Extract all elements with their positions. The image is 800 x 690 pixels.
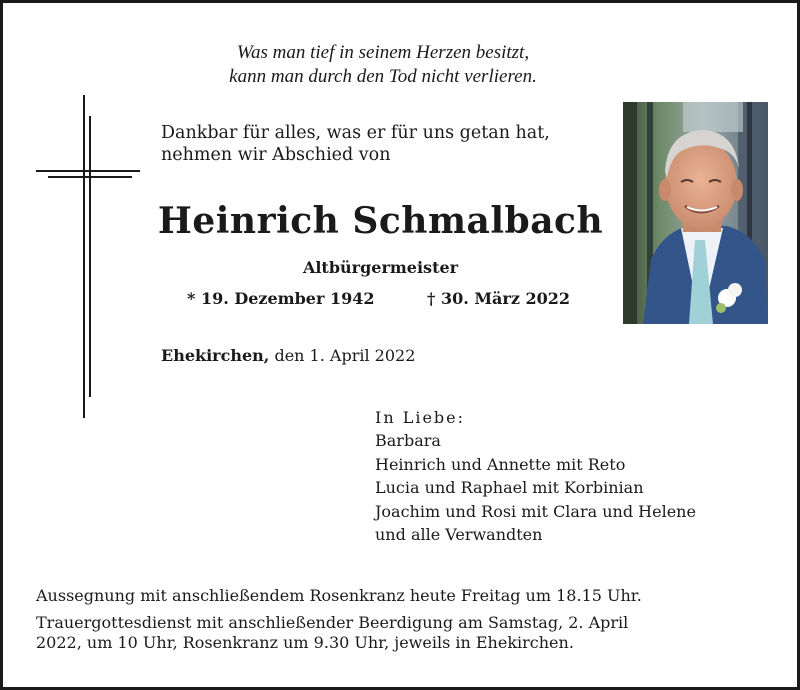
intro-line-1: Dankbar für alles, was er für uns getan hat, [161,123,550,143]
death-date: † 30. März 2022 [427,289,571,308]
place-date [161,346,415,365]
birth-date: * 19. Dezember 1942 [187,289,375,308]
service-line-2: 2022, um 10 Uhr, Rosenkranz um 9.30 Uhr, jeweils in Ehekirchen. [36,633,574,652]
quote-line-1: Was man tief in seinem Herzen besitzt, [236,42,530,63]
place: Ehekirchen, [161,346,270,365]
service-notice [36,613,776,653]
family-heading: In Liebe: [375,408,466,427]
family-member: Lucia und Raphael mit Korbinian [375,478,644,498]
family-member: Joachim und Rosi mit Clara und Helene [375,501,696,521]
family-member: und alle Verwandten [375,525,543,545]
intro-text [161,122,550,166]
deceased-title: Altbürgermeister [302,258,459,277]
family-list [375,406,696,546]
service-line-1: Trauergottesdienst mit anschließender Beerdigung am Samstag, 2. April [36,613,629,632]
deceased-name: Heinrich Schmalbach [157,200,604,242]
family-member: Barbara [375,431,441,451]
rosary-notice: Aussegnung mit anschließendem Rosenkranz heute Freitag um 18.15 Uhr. [36,586,642,605]
quote-line-2: kann man durch den Tod nicht verlieren. [229,66,537,87]
portrait-photo [623,102,768,324]
date: den 1. April 2022 [274,346,416,365]
family-member: Heinrich und Annette mit Reto [375,454,626,474]
intro-line-2: nehmen wir Abschied von [161,145,391,165]
